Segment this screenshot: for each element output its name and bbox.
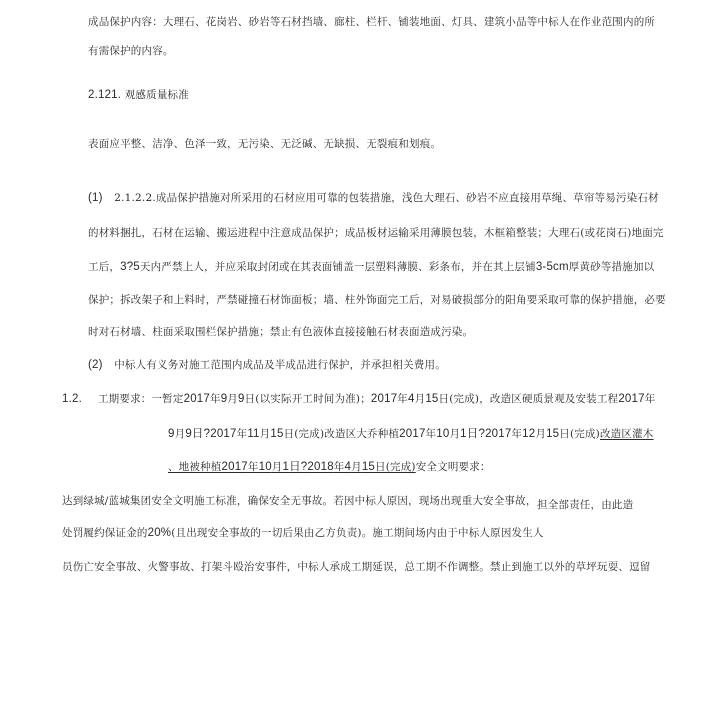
underlined-schedule [168, 461, 416, 473]
text-fragment: 10 [258, 461, 272, 473]
text-fragment: 月 [259, 428, 271, 440]
text-fragment: 年 [511, 428, 523, 440]
text-fragment: 、地被种植 [168, 461, 222, 473]
safety-line-2 [62, 526, 544, 540]
text-fragment: 11 [247, 428, 260, 440]
text-fragment: 9 [238, 393, 245, 405]
text-fragment: 工期要求：一暂定 [97, 393, 184, 405]
text-line: 保护；拆改架子和上料时，严禁碰撞石材饰面板；墙、柱外饰面完工后，对易破损部分的阳角要采取可靠的保护措施，必要 [88, 294, 666, 306]
text-fragment: 3?5 [120, 261, 140, 273]
list-number: (2) [88, 359, 103, 371]
text-fragment: 年 [209, 393, 221, 405]
text-fragment: 2017 [210, 428, 237, 440]
heading-quality-standard [88, 88, 189, 102]
text-fragment: (且出现安全事故的一切后果由乙方负责)。施工期间场内由于中标人原因发生人 [171, 527, 544, 539]
text-fragment: 15 [270, 428, 284, 440]
text-fragment: 10 [436, 428, 450, 440]
text-fragment: 2017 [183, 393, 210, 405]
text-fragment: 2017 [485, 428, 512, 440]
text-fragment: 月 [174, 428, 186, 440]
text-fragment: 月 [351, 461, 362, 473]
list-item-1-line-1 [88, 191, 659, 205]
text-fragment: 处罚履约保证金的 [62, 527, 148, 539]
text-line: 表面应平整、洁净、色泽一致，无污染、无泛碱、无缺损、无裂痕和划痕。 [88, 138, 442, 150]
text-fragment: 日? [466, 428, 486, 440]
text-fragment: 15 [425, 393, 439, 405]
text-fragment: 年 [425, 428, 437, 440]
text-fragment: 日(完成) [375, 461, 416, 473]
list-number: (1) [88, 192, 103, 204]
text-fragment: 月 [227, 393, 238, 405]
text-fragment: 4 [344, 461, 352, 473]
text-fragment: 15 [546, 428, 560, 440]
text-fragment: 月 [271, 461, 283, 473]
text-fragment: 4 [408, 393, 415, 405]
text-fragment: 日(完成) [559, 428, 600, 440]
paragraph-protection-content [88, 15, 655, 29]
text-fragment: 1 [460, 428, 467, 440]
text-fragment: 厚黄砂等措施加以 [568, 261, 655, 273]
text-line: 成品保护内容：大理石、花岗岩、砂岩等石材挡墙、廊柱、栏杆、铺装地面、灯具、建筑小品等中标人在作业范围内的所 [88, 16, 656, 28]
text-fragment: 2017 [399, 428, 426, 440]
safety-line-3 [62, 560, 651, 574]
text-fragment: 天内严禁上人，并应采取封闭或在其表面铺盖一层塑料薄膜、彩条布，并在其上层铺 [139, 261, 536, 273]
list-item-1-line-2 [88, 226, 664, 240]
text-fragment: 月 [414, 393, 426, 405]
text-fragment: 月 [449, 428, 461, 440]
text-fragment: 3-5cm [535, 261, 569, 273]
underlined-text: 改造区灌木 [599, 428, 654, 440]
text-fragment: 9 [185, 428, 192, 440]
text-fragment: 2017 [221, 461, 248, 473]
text-fragment: 2017 [618, 393, 645, 405]
text-fragment: 年 [397, 393, 408, 405]
text-fragment: 日? [191, 428, 211, 440]
text-fragment: 日(完成)改造区大乔种植 [283, 428, 400, 440]
section-number: 1.2. [62, 393, 82, 405]
text-fragment: 安全文明要求： [415, 461, 491, 473]
paragraph-protection-content-cont [88, 44, 174, 58]
safety-line-1 [62, 494, 537, 508]
text-fragment: 12 [522, 428, 536, 440]
safety-line-1-side [537, 498, 633, 512]
text-fragment: 9 [168, 428, 175, 440]
list-item-1-line-4 [88, 293, 666, 307]
text-line: 2.1.2.2.成品保护措施对所采用的石材应用可靠的包装措施，浅色大理石、砂岩不应直接用草绳、草帘等易污染石材 [114, 192, 659, 204]
text-line: 中标人有义务对施工范围内成品及半成品进行保护，并承担相关费用。 [114, 359, 446, 371]
text-fragment: 年 [644, 393, 656, 405]
paragraph-surface-requirement [88, 137, 441, 151]
section-1-2-line-1 [62, 392, 655, 406]
section-1-2-line-3 [168, 460, 491, 474]
text-fragment: 年 [333, 461, 345, 473]
text-fragment: 日(完成)，改造区硬质景观及安装工程 [438, 393, 619, 405]
text-fragment: 月 [535, 428, 547, 440]
list-item-1-line-3 [88, 260, 654, 274]
text-line: 员伤亡安全事故、火警事故、打架斗殴治安事件，中标人承成工期延误，总工期不作调整。禁止到施工以外的草坪玩耍、逗留 [62, 561, 651, 573]
text-fragment: 1 [282, 461, 290, 473]
text-line: 达到绿城/蓝城集团安全文明施工标准，确保安全无事故。若因中标人原因，现场出现重大安全事故， [62, 495, 537, 507]
text-line: 有需保护的内容。 [88, 45, 174, 57]
heading-text: 观感质量标准 [124, 89, 189, 101]
heading-number: 2.121. [88, 89, 122, 101]
text-fragment: 年 [236, 428, 248, 440]
section-1-2-line-2 [168, 427, 653, 441]
text-line: 的材料捆扎，石材在运输、搬运进程中注意成品保护；成品板材运输采用薄膜包装，木框箱整装；大理石(或花岗石)地面完 [88, 227, 664, 239]
text-line: 时对石材墙、柱面采取围栏保护措施；禁止有色液体直接接触石材表面造成污染。 [88, 326, 474, 338]
text-line: 担全部责任，由此造 [537, 499, 634, 511]
text-fragment: 工后， [88, 261, 121, 273]
text-fragment: 9 [220, 393, 228, 405]
text-fragment: 20% [147, 527, 172, 539]
text-fragment: 2018 [307, 461, 334, 473]
text-fragment: 15 [361, 461, 376, 473]
text-fragment: 日? [289, 461, 308, 473]
list-item-2 [88, 358, 446, 372]
list-item-1-line-5 [88, 325, 473, 339]
text-fragment: 年 [247, 461, 259, 473]
text-fragment: 日(以实际开工时间为准)； [244, 393, 371, 405]
text-fragment: 2017 [370, 393, 398, 405]
